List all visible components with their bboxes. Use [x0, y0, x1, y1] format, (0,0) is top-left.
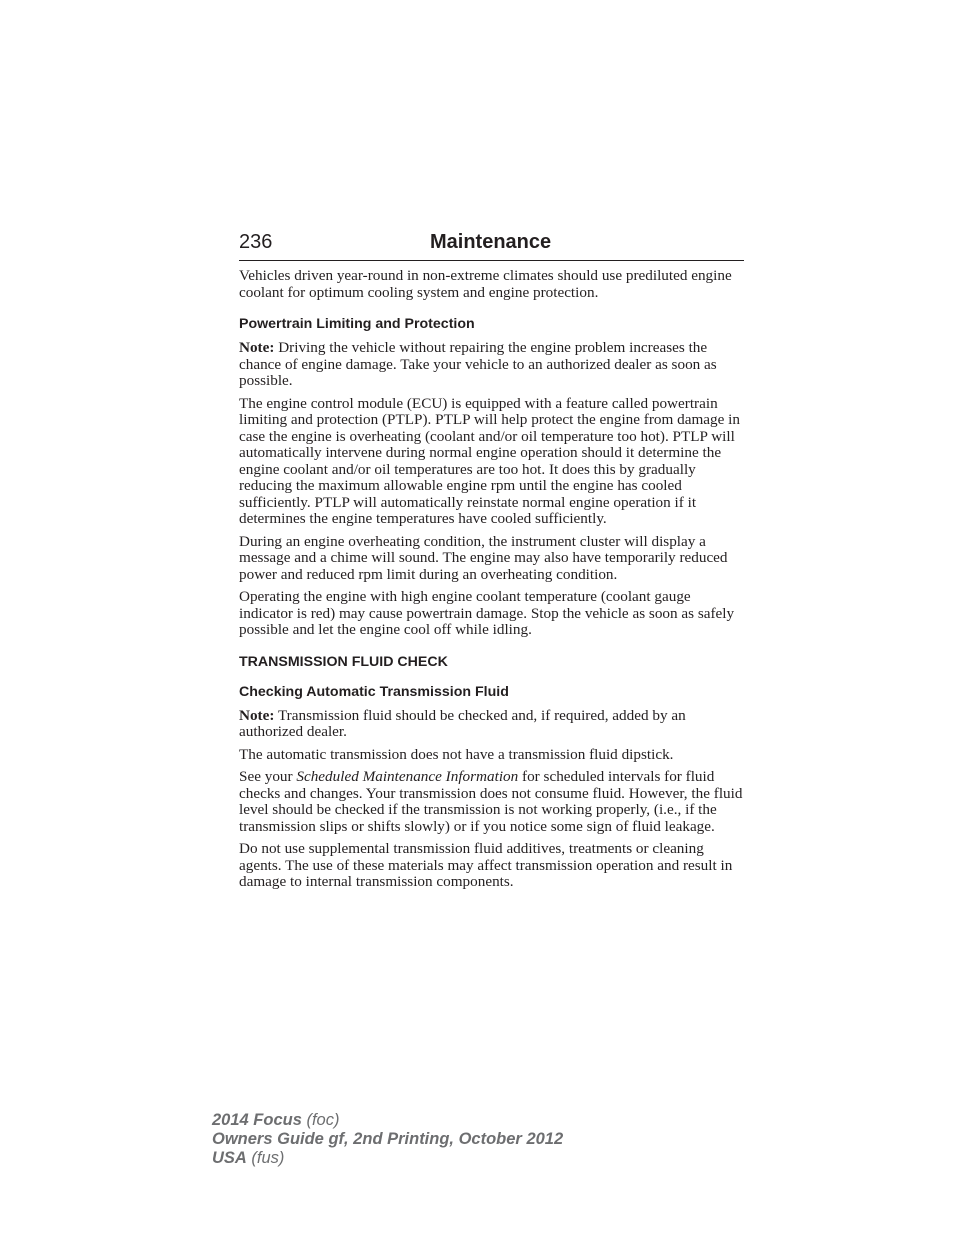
footer-model-code: (foc)	[301, 1111, 340, 1129]
note-text: Driving the vehicle without repairing the engine problem increases the chance of engine damage. Take your vehicle to an authorized dealer as soon as possible.	[239, 339, 717, 389]
ptlp-paragraph-2: During an engine overheating condition, the instrument cluster will display a message and a chime will sound. The engine may also have temporarily reduced power and reduced rpm limit during an overheating condition.	[239, 532, 728, 583]
footer-line-3	[212, 1149, 563, 1168]
footer-market-code: (fus)	[246, 1149, 285, 1167]
ptlp-note	[239, 340, 745, 390]
ptlp-paragraph-1: The engine control module (ECU) is equipped with a feature called powertrain limiting and protection (PTLP). PTLP will help protect the engine from damage in case the engine is overheating (coolant and/or oil temperature too hot). PTLP will automatically intervene during normal engine operation should it determine the engine coolant and/or oil temperatures are too hot. It does this by gradually reducing the maximum allowable engine rpm until the engine has cooled sufficiently. PTLP will automatically reinstate normal engine operation if it determines the engine temperatures have cooled sufficiently.	[239, 394, 740, 527]
page-footer	[212, 1111, 563, 1168]
ptlp-heading: Powertrain Limiting and Protection	[239, 316, 475, 332]
catf-paragraph-2	[239, 769, 745, 835]
footer-line-1	[212, 1111, 563, 1130]
catf-p2-pre: See your	[239, 768, 297, 785]
page-header	[239, 228, 744, 261]
scheduled-maintenance-reference: Scheduled Maintenance Information	[296, 768, 519, 785]
page-title: Maintenance	[430, 231, 552, 253]
transmission-fluid-check-heading: TRANSMISSION FLUID CHECK	[239, 653, 448, 670]
checking-atf-heading: Checking Automatic Transmission Fluid	[239, 683, 509, 700]
footer-line-2: Owners Guide gf, 2nd Printing, October 2012	[212, 1130, 564, 1148]
note-text: Transmission fluid should be checked and, if required, added by an authorized dealer.	[239, 706, 686, 740]
ptlp-paragraph-3: Operating the engine with high engine coolant temperature (coolant gauge indicator is red) may cause powertrain damage. Stop the vehicle as soon as safely possible and let the engine cool off while idling.	[239, 588, 735, 638]
page-content	[239, 268, 745, 897]
note-label: Note:	[239, 339, 275, 356]
note-label: Note:	[239, 706, 275, 724]
page-number: 236	[239, 231, 273, 253]
catf-paragraph-1: The automatic transmission does not have a transmission fluid dipstick.	[239, 745, 674, 763]
catf-note	[239, 708, 745, 741]
catf-paragraph-3: Do not use supplemental transmission fluid additives, treatments or cleaning agents. The use of these materials may affect transmission operation and result in damage to internal transmission components.	[239, 840, 733, 890]
footer-model: 2014 Focus	[212, 1111, 302, 1129]
footer-market: USA	[212, 1149, 247, 1167]
catf-p2-post: for scheduled intervals for fluid checks and changes. Your transmission does not consume fluid. However, the fluid level should be checked if the transmission is not working properly, (i.e., if the transmission slips or shifts slowly) or if you notice some sign of fluid leakage.	[239, 768, 743, 835]
intro-paragraph: Vehicles driven year-round in non-extreme climates should use prediluted engine coolant for optimum cooling system and engine protection.	[239, 267, 732, 301]
